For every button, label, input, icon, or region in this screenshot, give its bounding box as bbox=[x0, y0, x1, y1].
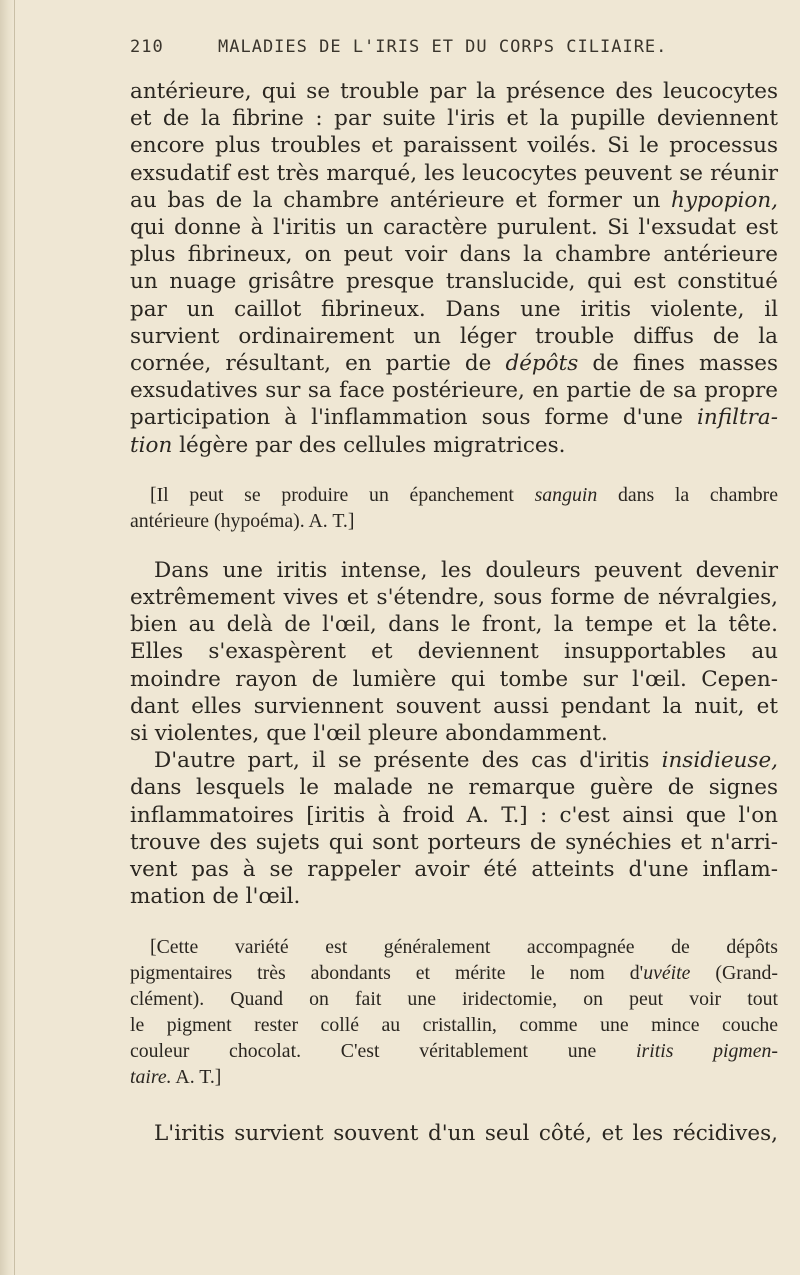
italic-term: sanguin bbox=[534, 483, 598, 506]
text-line: et de la fibrine : par suite l'iris et la pupille deviennent bbox=[130, 106, 778, 132]
text-line: qui donne à l'iritis un caractère purulent. Si l'exsudat est bbox=[130, 215, 778, 241]
text-line: Elles s'exaspèrent et deviennent insupportables au bbox=[130, 639, 778, 665]
text-line bbox=[130, 960, 778, 986]
text-line: mation de l'œil. bbox=[130, 884, 301, 910]
text-line: le pigment rester collé au cristallin, comme une mince couche bbox=[130, 1014, 778, 1037]
text-line bbox=[130, 432, 778, 459]
italic-term: infiltra- bbox=[697, 405, 778, 431]
text-line bbox=[130, 1064, 778, 1090]
text-line bbox=[130, 350, 778, 377]
text-span: légère par des cellules migratrices. bbox=[172, 432, 566, 458]
text-line: [Cette variété est généralement accompagnée de dépôts bbox=[150, 936, 778, 959]
text-line: Dans une iritis intense, les douleurs peuvent devenir bbox=[154, 557, 778, 583]
text-span: de fines masses bbox=[578, 351, 778, 377]
text-span: participation à l'inflammation sous forme d'une bbox=[130, 405, 698, 431]
text-span: D'autre part, il se présente des cas d'iritis bbox=[154, 748, 662, 774]
text-line: si violentes, que l'œil pleure abondamment. bbox=[130, 721, 608, 747]
paragraph-4 bbox=[130, 1120, 778, 1147]
book-spine-edge bbox=[0, 0, 15, 1275]
italic-term: insidieuse, bbox=[661, 748, 778, 774]
text-span: pigmentaires très abondants et mérite le nom d' bbox=[130, 962, 644, 985]
text-line: trouve des sujets qui sont porteurs de synéchies et n'arri- bbox=[130, 829, 778, 855]
text-line bbox=[130, 404, 778, 431]
text-line: antérieure (hypoéma). A. T.] bbox=[130, 509, 355, 532]
text-line: par un caillot fibrineux. Dans une iritis violente, il bbox=[130, 296, 778, 322]
paragraph-1 bbox=[130, 78, 778, 459]
text-line: un nuage grisâtre presque translucide, qui est constitué bbox=[130, 269, 778, 295]
text-span: A. T.] bbox=[171, 1066, 222, 1089]
italic-term: uvéite bbox=[643, 962, 691, 985]
text-line: inflammatoires [iritis à froid A. T.] : c'est ainsi que l'on bbox=[130, 802, 778, 828]
text-line: L'iritis survient souvent d'un seul côté, et les récidives, bbox=[154, 1121, 778, 1147]
text-line: extrêmement vives et s'étendre, sous forme de névralgies, bbox=[130, 585, 778, 611]
text-span: [Il peut se produire un épanchement bbox=[150, 483, 535, 506]
text-span: au bas de la chambre antérieure et former un bbox=[130, 187, 672, 213]
text-line bbox=[130, 187, 778, 214]
paragraph-2 bbox=[130, 557, 778, 747]
text-line: plus fibrineux, on peut voir dans la chambre antérieure bbox=[130, 242, 778, 268]
text-line: survient ordinairement un léger trouble diffus de la bbox=[130, 323, 778, 349]
text-span: cornée, résultant, en partie de bbox=[130, 351, 506, 377]
italic-term: iritis pigmen- bbox=[636, 1040, 778, 1063]
text-line: encore plus troubles et paraissent voilés. Si le processus bbox=[130, 133, 778, 159]
text-span: (Grand- bbox=[690, 962, 778, 985]
translator-note-1 bbox=[130, 482, 778, 534]
italic-term: taire. bbox=[130, 1066, 172, 1089]
italic-term: hypopion, bbox=[671, 187, 778, 213]
text-line bbox=[130, 1038, 778, 1064]
text-line: clément). Quand on fait une iridectomie, on peut voir tout bbox=[130, 988, 778, 1011]
text-line: vent pas à se rappeler avoir été atteints d'une inflam- bbox=[130, 857, 778, 883]
text-line: dant elles surviennent souvent aussi pendant la nuit, et bbox=[130, 693, 778, 719]
text-line bbox=[130, 747, 778, 774]
text-span: couleur chocolat. C'est véritablement une bbox=[130, 1040, 637, 1063]
text-line: dans lesquels le malade ne remarque guère de signes bbox=[130, 775, 778, 801]
text-line: antérieure, qui se trouble par la présence des leucocytes bbox=[130, 79, 778, 104]
running-title: MALADIES DE L'IRIS ET DU CORPS CILIAIRE. bbox=[218, 37, 668, 57]
text-line bbox=[130, 482, 778, 508]
text-span: dans la chambre bbox=[597, 483, 779, 506]
paragraph-3 bbox=[130, 747, 778, 910]
text-line: exsudatives sur sa face postérieure, en partie de sa propre bbox=[130, 378, 778, 404]
translator-note-2 bbox=[130, 934, 778, 1090]
italic-term: tion bbox=[130, 432, 173, 458]
running-head bbox=[130, 30, 778, 64]
text-line: bien au delà de l'œil, dans le front, la tempe et la tête. bbox=[130, 612, 778, 638]
text-line: moindre rayon de lumière qui tombe sur l'œil. Cepen- bbox=[130, 666, 778, 692]
page-number: 210 bbox=[130, 37, 164, 57]
text-line: exsudatif est très marqué, les leucocytes peuvent se réunir bbox=[130, 160, 778, 186]
book-page bbox=[130, 30, 778, 1148]
italic-term: dépôts bbox=[505, 351, 579, 377]
